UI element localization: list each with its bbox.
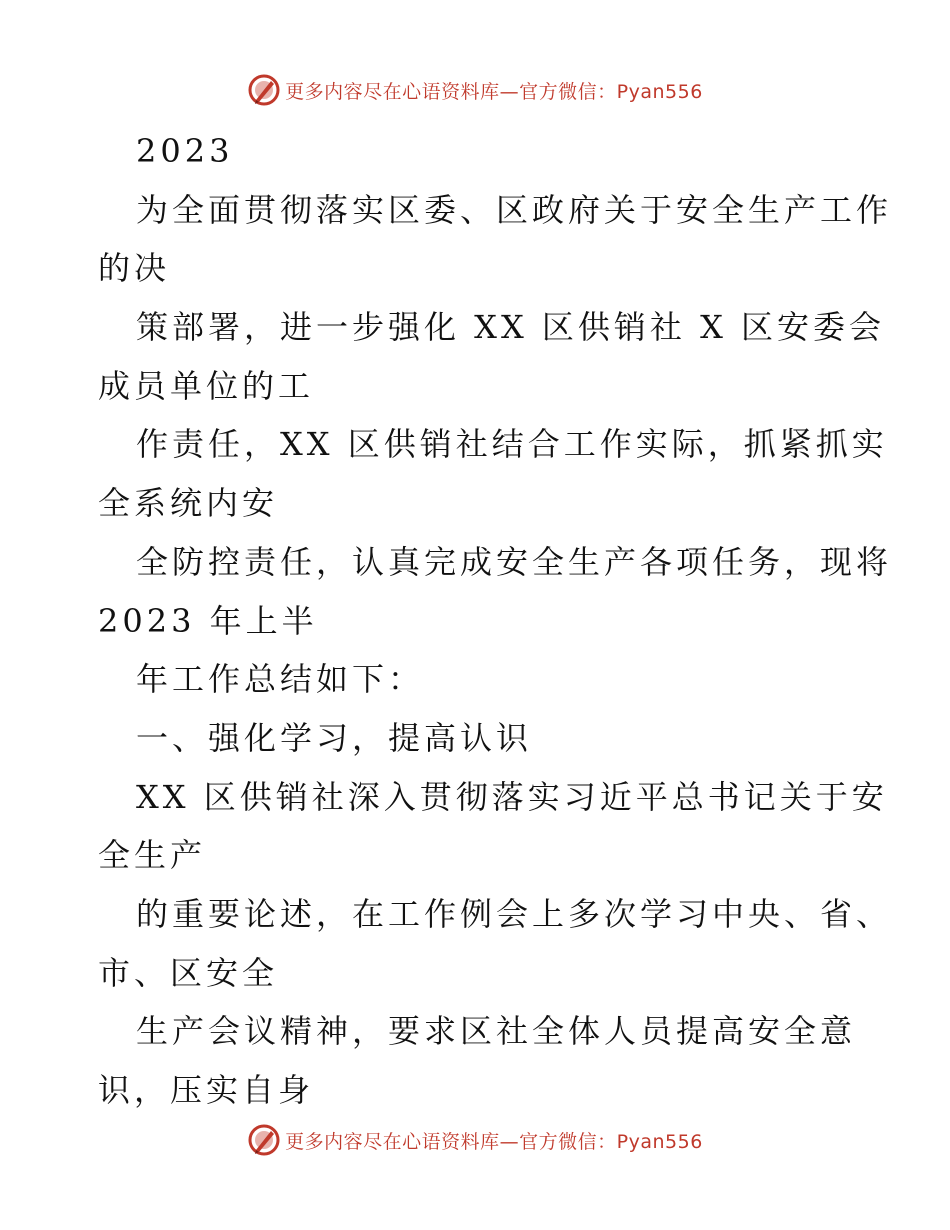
text-line: 一、强化学习，提高认识 [136,718,533,757]
text-line: 成员单位的工 [98,366,315,405]
text-line: 生产会议精神，要求区社全体人员提高安全意 [136,1012,857,1051]
watermark-banner-top [0,70,950,110]
text-line: 为全面贯彻落实区委、区政府关于安全生产工作 [136,190,893,229]
text-line: 全系统内安 [98,484,279,523]
text-line: 的重要论述，在工作例会上多次学习中央、省、 [136,894,893,933]
text-line: 市、区安全 [98,953,279,992]
text-line: 2023 年上半 [98,601,318,640]
text-line: 全生产 [98,836,207,875]
watermark-text: 更多内容尽在心语资料库—官方微信：Pyan556 [285,80,703,103]
pen-seal-icon [247,73,281,107]
text-line: 2023 [136,132,234,170]
document-body [98,122,893,1120]
text-line: 年工作总结如下： [136,660,425,699]
text-line: 作责任，XX 区供销社结合工作实际，抓紧抓实 [136,425,888,464]
text-line: XX 区供销社深入贯彻落实习近平总书记关于安 [136,777,888,816]
pen-seal-icon [247,1123,281,1157]
text-line: 识，压实自身 [98,1071,315,1109]
watermark-banner-bottom [0,1120,950,1160]
text-line: 策部署，进一步强化 XX 区供销社 X 区安委会 [136,308,886,347]
text-line: 的决 [98,249,171,288]
text-line: 全防控责任，认真完成安全生产各项任务，现将 [136,542,893,581]
watermark-text: 更多内容尽在心语资料库—官方微信：Pyan556 [285,1130,703,1153]
